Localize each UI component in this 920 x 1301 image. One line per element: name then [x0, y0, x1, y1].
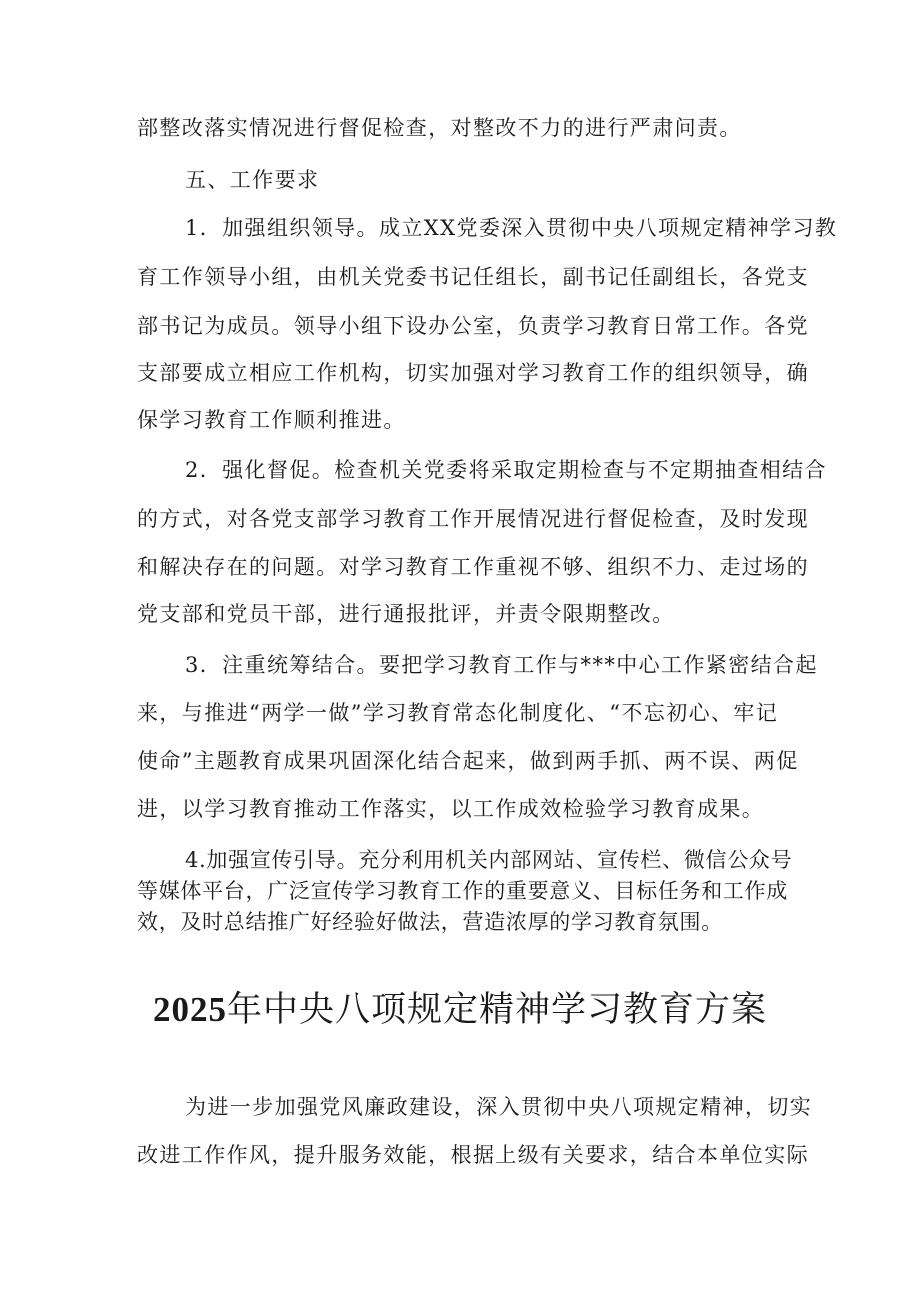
- text-line: 效，及时总结推广好经验好做法，营造浓厚的学习教育氛围。: [137, 910, 723, 934]
- text-line: 4.加强宣传引导。充分利用机关内部网站、宣传栏、微信公众号: [185, 848, 793, 872]
- text-line: 改进工作作风，提升服务效能，根据上级有关要求，结合本单位实际: [137, 1143, 809, 1167]
- title-year: 2025: [152, 990, 227, 1029]
- text-line: 部书记为成员。领导小组下设办公室，负责学习教育日常工作。各党: [137, 314, 809, 338]
- section-heading: 五、工作要求: [185, 168, 320, 192]
- text-line: 使命”主题教育成果巩固深化结合起来，做到两手抓、两不误、两促: [137, 749, 799, 773]
- text-line: 进，以学习教育推动工作落实，以工作成效检验学习教育成果。: [137, 797, 765, 821]
- text-line: 保学习教育工作顺利推进。: [137, 408, 406, 432]
- text-line: 的方式，对各党支部学习教育工作开展情况进行督促检查，及时发现: [137, 507, 809, 531]
- text-line: 育工作领导小组，由机关党委书记任组长，副书记任副组长，各党支: [137, 265, 809, 289]
- title-text: 年中央八项规定精神学习教育方案: [226, 990, 767, 1030]
- text-line: 2．强化督促。检查机关党委将采取定期检查与不定期抽查相结合: [185, 458, 827, 482]
- text-line: 等媒体平台，广泛宣传学习教育工作的重要意义、目标任务和工作成: [137, 879, 788, 903]
- text-line: 部整改落实情况进行督促检查，对整改不力的进行严肃问责。: [137, 116, 742, 140]
- document-title: [0, 992, 920, 1028]
- text-line: 1．加强组织领导。成立XX党委深入贯彻中央八项规定精神学习教: [185, 216, 838, 240]
- text-line: 来，与推进“两学一做”学习教育常态化制度化、“不忘初心、牢记: [137, 701, 779, 725]
- text-line: 党支部和党员干部，进行通报批评，并责令限期整改。: [137, 602, 675, 626]
- text-line: 3．注重统筹结合。要把学习教育工作与***中心工作紧密结合起: [185, 653, 818, 677]
- text-line: 和解决存在的问题。对学习教育工作重视不够、组织不力、走过场的: [137, 555, 809, 579]
- text-line: 支部要成立相应工作机构，切实加强对学习教育工作的组织领导，确: [137, 361, 809, 385]
- text-line: 为进一步加强党风廉政建设，深入贯彻中央八项规定精神，切实: [185, 1095, 813, 1119]
